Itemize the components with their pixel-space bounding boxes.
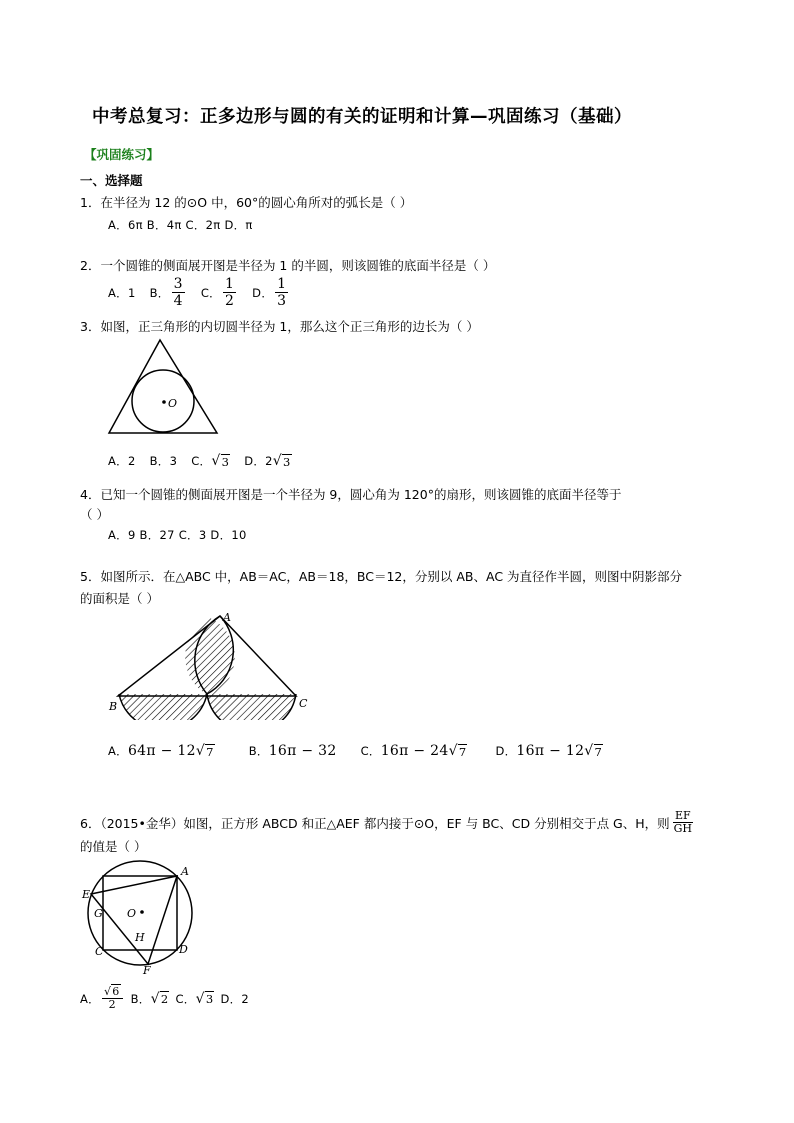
q5-option-d-expr: 16π − 12 (516, 743, 585, 759)
q2-option-c-label: C． (200, 285, 221, 300)
page-title: 中考总复习：正多边形与圆的有关的证明和计算—巩固练习（基础） (92, 107, 632, 127)
q3-equilateral-triangle (109, 340, 217, 433)
question-5-options (108, 743, 603, 759)
question-1-text: 1．在半径为 12 的⊙O 中，60°的圆心角所对的弧长是（ ） (80, 195, 413, 210)
q5-c-radicand: 7 (458, 744, 467, 759)
question-4-text-line2: （ ） (80, 507, 109, 522)
q5-figure (106, 610, 318, 720)
question-3-options (108, 453, 292, 469)
q5-option-b-expr: 16π − 32 (268, 743, 337, 759)
q6-label-f: F (143, 964, 151, 977)
q6-label-d: D (179, 943, 188, 956)
q6-figure (78, 857, 208, 977)
q6-label-a: A (181, 865, 189, 878)
q5-shaded-segment-right (207, 694, 296, 720)
q6-c-radicand: 3 (205, 992, 214, 1006)
sqrt-icon: √ (150, 990, 160, 1007)
question-6-text-line1 (80, 810, 696, 835)
question-2-text: 2．一个圆锥的侧面展开图是半径为 1 的半圆，则该圆锥的底面半径是（ ） (80, 258, 496, 273)
section-label: 【巩固练习】 (84, 147, 160, 162)
q3-option-d-label: D．2 (244, 454, 273, 468)
q6-center-dot (140, 910, 144, 914)
sqrt-icon: √ (272, 453, 283, 469)
q2-c-denominator: 2 (224, 293, 235, 309)
q6-label-e: E (82, 888, 91, 901)
q5-shaded-segment-left (119, 694, 207, 720)
q6-b-radicand: 2 (160, 992, 169, 1006)
q2-option-a: A．1 (108, 285, 136, 300)
q6-option-b-label: B． (130, 991, 151, 1006)
sqrt-icon: √ (195, 743, 206, 759)
question-1-options: A．6π B．4π C．2π D．π (108, 218, 253, 232)
q5-label-c: C (299, 697, 308, 710)
q2-option-d-fraction (275, 276, 288, 309)
q3-figure (105, 338, 225, 438)
q6-text: 6．（2015•金华）如图，正方形 ABCD 和正△AEF 都内接于⊙O，EF 与 BC、CD 分别相交于点 G、H，则 (80, 815, 670, 831)
q6-option-c-label: C． (175, 991, 196, 1006)
q2-option-c-fraction (223, 276, 236, 309)
q6-option-d: D．2 (220, 991, 250, 1006)
question-6-options (80, 986, 249, 1011)
q6-label-o: O (127, 907, 137, 920)
q3-label-o: O (168, 397, 178, 410)
q2-b-denominator: 4 (173, 293, 183, 309)
q2-option-d-label: D． (252, 285, 274, 300)
q6-a-radicand: 6 (112, 985, 120, 998)
q3-c-radicand: 3 (221, 454, 230, 469)
q6-label-g: G (94, 907, 103, 920)
q5-option-a-expr: 64π − 12 (127, 743, 196, 759)
q6-option-a-fraction (102, 986, 123, 1011)
sqrt-icon: √ (195, 990, 205, 1007)
q6-ratio-numerator: EF (675, 809, 691, 822)
q6-label-h: H (135, 931, 145, 944)
question-2-options (108, 276, 290, 309)
q6-label-c: C (95, 945, 104, 958)
q2-d-numerator: 1 (277, 276, 287, 292)
question-4-text-line1: 4．已知一个圆锥的侧面展开图是一个半径为 9，圆心角为 120°的扇形，则该圆锥的底面半径等于 (80, 487, 622, 502)
q6-a-denominator: 2 (108, 998, 116, 1011)
q5-option-c-label: C． (360, 744, 381, 758)
q5-a-radicand: 7 (206, 744, 214, 759)
q5-shaded-lens-top (185, 618, 235, 696)
question-4-options: A．9 B．27 C．3 D．10 (108, 528, 247, 542)
q5-option-d-label: D． (495, 744, 517, 758)
question-5-text-line1: 5．如图所示．在△ABC 中，AB＝AC，AB＝18，BC＝12，分别以 AB、AC 为直径作半圆，则图中阴影部分 (80, 569, 683, 584)
q2-option-b-label: B． (149, 285, 170, 300)
question-3-text: 3．如图，正三角形的内切圆半径为 1，那么这个正三角形的边长为（ ） (80, 319, 479, 334)
part-heading: 一、选择题 (80, 173, 143, 188)
sqrt-icon: √ (211, 453, 221, 469)
q2-d-denominator: 3 (277, 293, 287, 309)
question-6-text-line2: 的值是（ ） (80, 839, 147, 854)
q2-c-numerator: 1 (224, 276, 235, 292)
sqrt-icon: √ (103, 985, 112, 998)
q5-option-c-expr: 16π − 24 (380, 743, 449, 759)
question-5-text-line2: 的面积是（ ） (80, 591, 159, 606)
q5-option-a-label: A． (108, 744, 128, 758)
q3-d-radicand: 3 (283, 454, 291, 469)
q3-center-dot (162, 400, 166, 404)
q3-option-a: A．2 (108, 454, 136, 468)
q5-label-b: B (109, 700, 118, 713)
sqrt-icon: √ (584, 743, 594, 759)
q5-d-radicand: 7 (594, 744, 603, 759)
q6-option-a-label: A． (80, 991, 100, 1006)
q5-label-a: A (223, 611, 231, 624)
q6-ratio-denominator: GH (673, 822, 693, 835)
q3-option-b: B．3 (149, 454, 178, 468)
q5-option-b-label: B． (248, 744, 269, 758)
q2-option-b-fraction (172, 276, 185, 309)
q3-option-c-label: C． (191, 454, 212, 468)
q2-b-numerator: 3 (173, 276, 183, 292)
q6-ratio-fraction (672, 810, 694, 835)
sqrt-icon: √ (448, 743, 458, 759)
